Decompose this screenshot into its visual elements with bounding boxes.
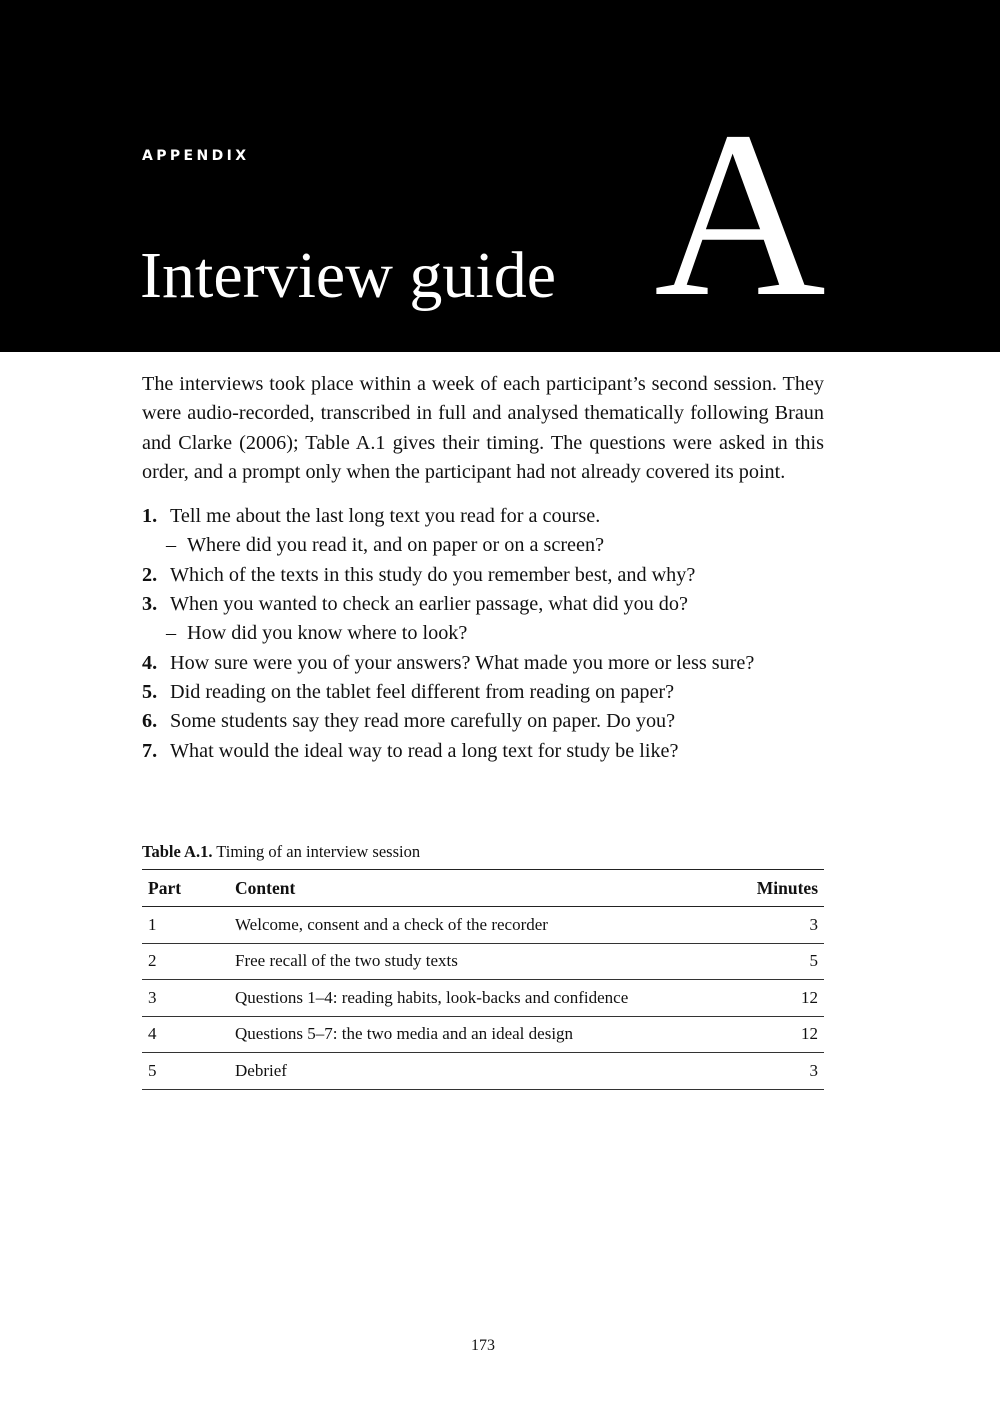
prompt-dash: – [166, 534, 177, 557]
cell-minutes: 3 [733, 907, 824, 944]
appendix-label: APPENDIX [142, 148, 250, 164]
question-prompt [142, 619, 824, 648]
cell-content: Welcome, consent and a check of the recorder [229, 907, 733, 944]
chapter-header [0, 0, 1000, 352]
cell-content: Questions 5–7: the two media and an ideal design [229, 1016, 733, 1053]
prompt-text: How did you know where to look? [187, 622, 468, 645]
prompt-dash: – [166, 622, 177, 645]
question-text: What would the ideal way to read a long text for study be like? [170, 739, 679, 762]
chapter-letter: A [654, 83, 826, 346]
cell-part: 5 [142, 1053, 229, 1090]
cell-minutes: 5 [733, 943, 824, 980]
question-item [142, 707, 824, 736]
question-text: How sure were you of your answers? What made you more or less sure? [170, 651, 755, 674]
table-row [142, 907, 824, 944]
question-list [142, 502, 824, 766]
question-number: 7. [142, 739, 158, 762]
timing-table-block [142, 838, 824, 1090]
question-text: Did reading on the tablet feel different from reading on paper? [170, 680, 675, 703]
cell-minutes: 3 [733, 1053, 824, 1090]
prompt-text: Where did you read it, and on paper or on a screen? [187, 534, 605, 557]
cell-minutes: 12 [733, 1016, 824, 1053]
question-item [142, 649, 824, 678]
page-number: 173 [471, 1337, 495, 1354]
table-row [142, 980, 824, 1017]
intro-paragraph: The interviews took place within a week of each participant’s second session. They were audio-recorded, transcribed in full and analysed thematically following Braun and Clarke (2006); Table A.1 gives their timing. The questions were asked in this order, and a prompt only when the participant had not already covered its point. [142, 373, 824, 483]
main-content [142, 370, 824, 766]
question-number: 2. [142, 563, 158, 586]
cell-part: 2 [142, 943, 229, 980]
question-item [142, 561, 824, 590]
table-row [142, 1053, 824, 1090]
table-caption-text: Timing of an interview session [216, 842, 421, 861]
table-row [142, 943, 824, 980]
cell-content: Debrief [229, 1053, 733, 1090]
cell-minutes: 12 [733, 980, 824, 1017]
question-item [142, 502, 824, 561]
question-prompt [142, 531, 824, 560]
header-part: Part [142, 870, 229, 907]
question-number: 6. [142, 710, 158, 733]
question-number: 5. [142, 680, 158, 703]
table-caption-label: Table A.1. [142, 842, 213, 861]
cell-part: 1 [142, 907, 229, 944]
header-minutes: Minutes [733, 870, 824, 907]
question-item [142, 737, 824, 766]
question-number: 1. [142, 505, 158, 528]
cell-content: Questions 1–4: reading habits, look-backs and confidence [229, 980, 733, 1017]
question-text: Which of the texts in this study do you remember best, and why? [170, 563, 696, 586]
question-number: 3. [142, 593, 158, 616]
table-header-row [142, 870, 824, 907]
question-item [142, 678, 824, 707]
chapter-title: Interview guide [140, 239, 557, 312]
table-row [142, 1016, 824, 1053]
header-content: Content [229, 870, 733, 907]
cell-part: 3 [142, 980, 229, 1017]
cell-part: 4 [142, 1016, 229, 1053]
timing-table [142, 869, 824, 1090]
table-caption [142, 838, 824, 866]
question-text: Tell me about the last long text you read for a course. [170, 505, 601, 528]
question-text: Some students say they read more carefully on paper. Do you? [170, 710, 676, 733]
question-item [142, 590, 824, 649]
cell-content: Free recall of the two study texts [229, 943, 733, 980]
question-text: When you wanted to check an earlier passage, what did you do? [170, 593, 688, 616]
question-number: 4. [142, 651, 158, 674]
